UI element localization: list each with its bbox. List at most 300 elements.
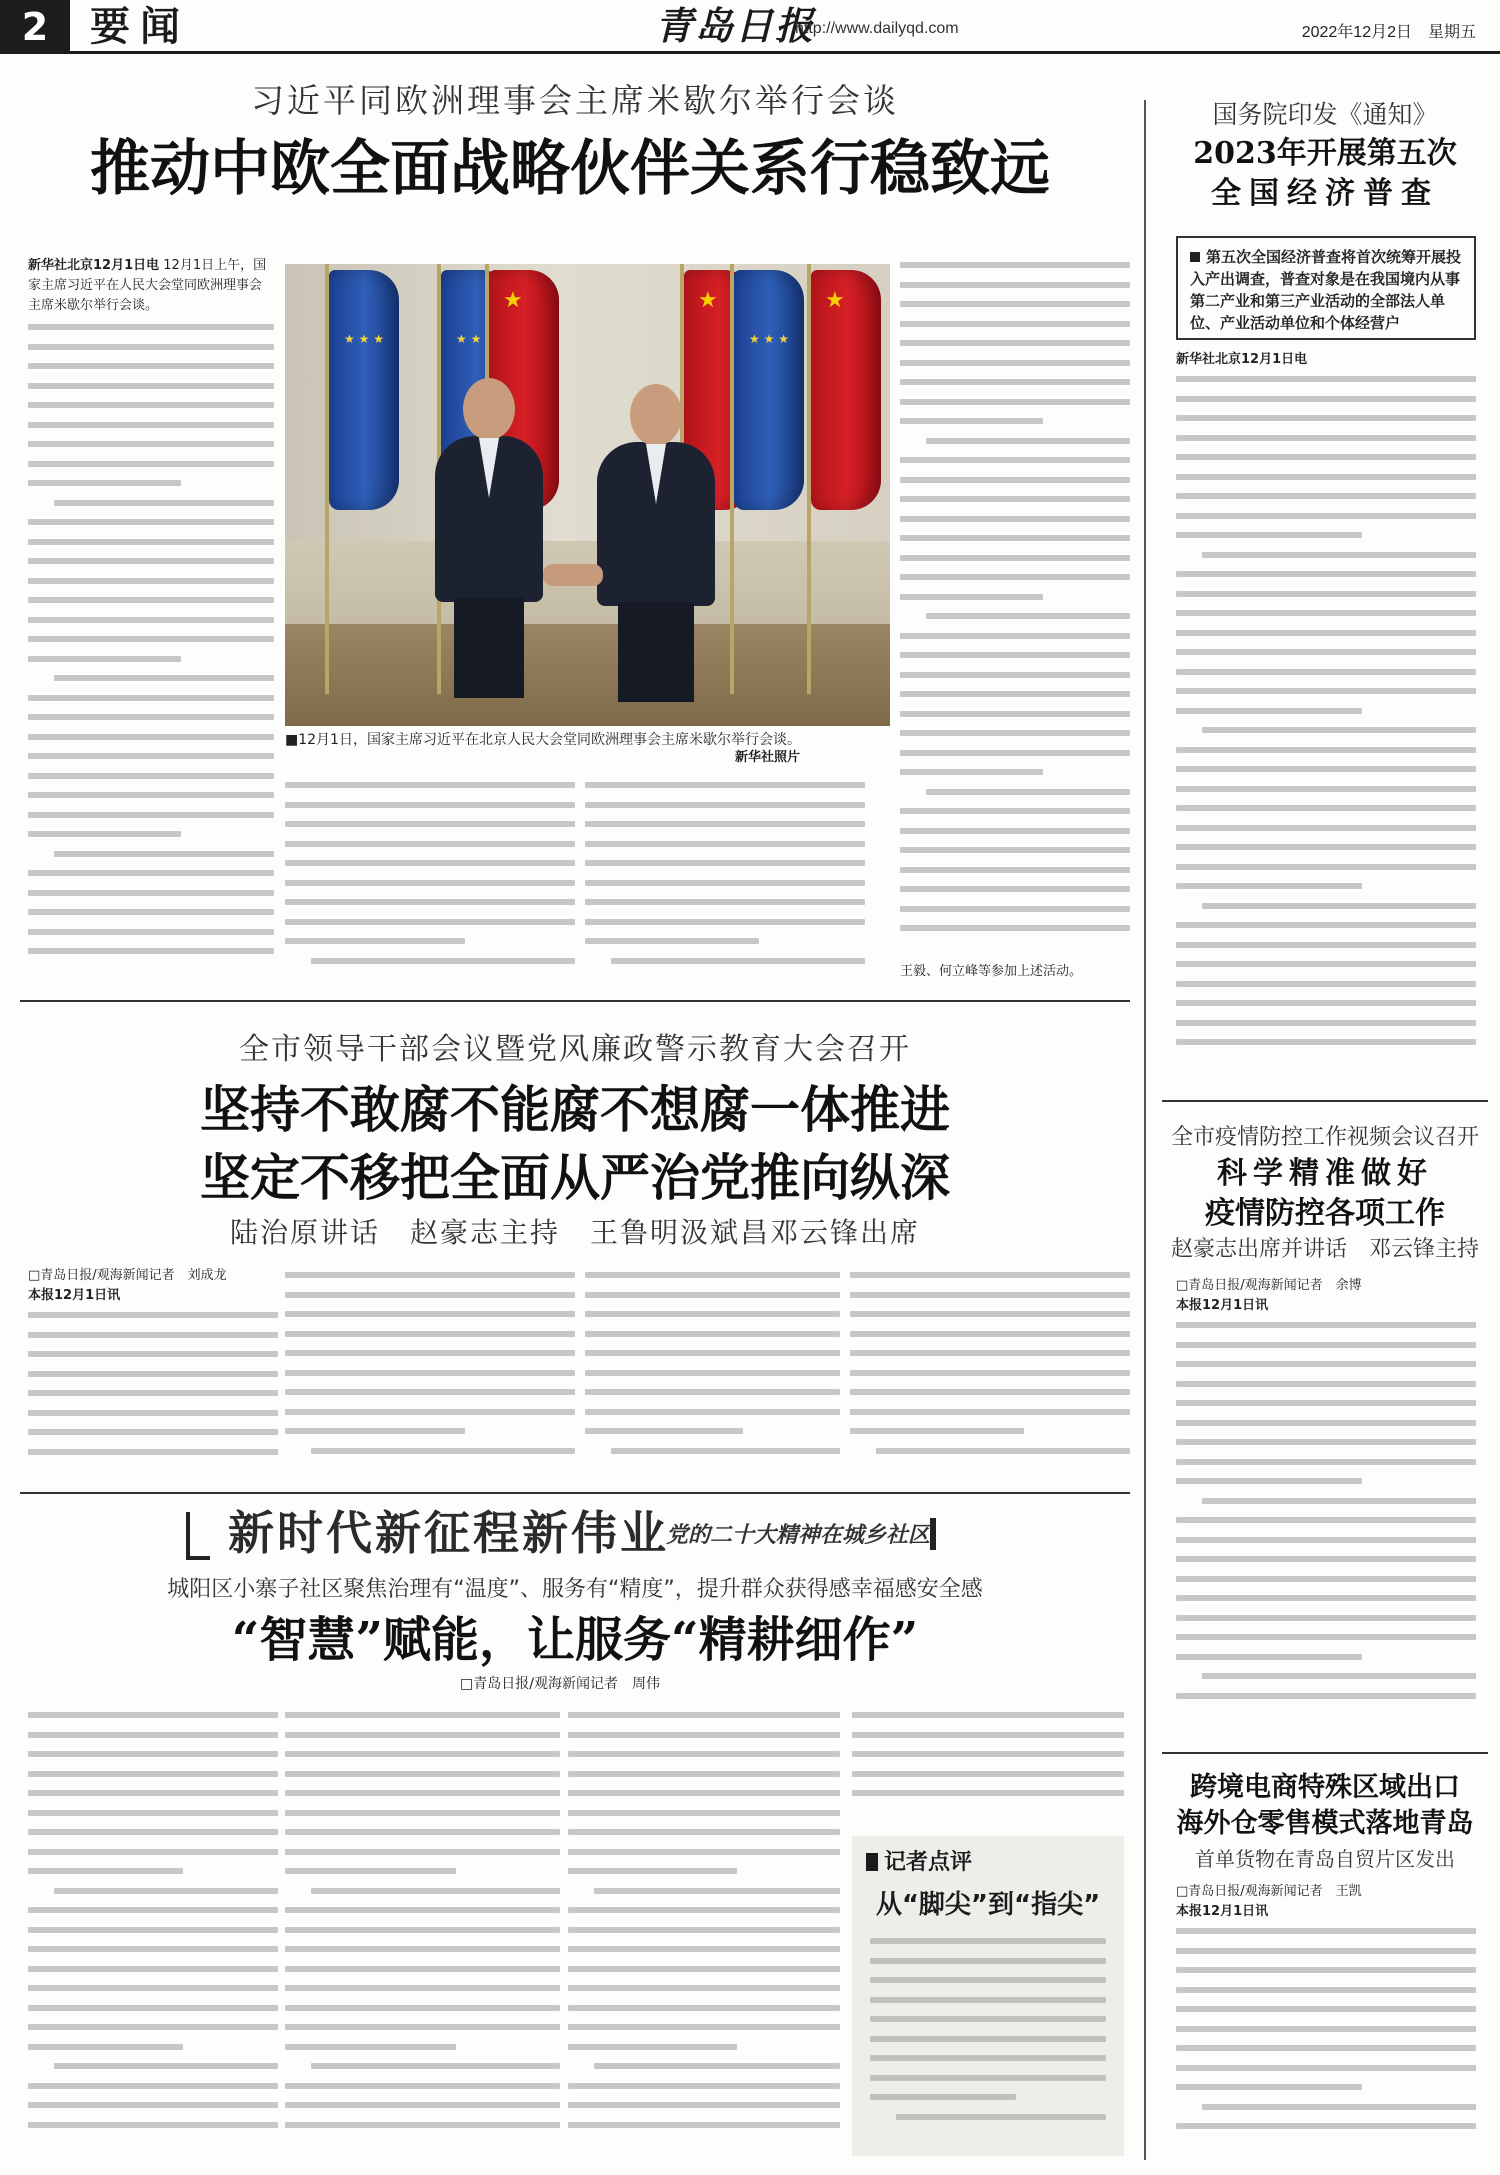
text-line-placeholder [870,2075,1106,2081]
text-line-placeholder [1176,1400,1476,1406]
text-line-placeholder [585,841,865,847]
sidebar-census-body [1176,370,1476,1070]
text-line-placeholder [54,1888,278,1894]
text-line-placeholder [585,1409,840,1415]
text-line-placeholder [1176,1361,1476,1367]
text-line-placeholder [585,802,865,808]
story-eu-photo[interactable] [285,264,890,726]
text-line-placeholder [900,925,1130,931]
sidebar-census-kicker: 国务院印发《通知》 [1212,100,1438,129]
text-line-placeholder [285,1927,560,1933]
text-line-placeholder [611,958,865,964]
page-number: 2 [0,0,70,54]
story-community-body-col3 [568,1706,840,2156]
text-line-placeholder [568,1966,840,1972]
sidebar-census-headline-2[interactable]: 全国经济普查 [1211,176,1439,211]
person-right [597,442,715,606]
text-line-placeholder [285,1868,456,1874]
text-line-placeholder [28,383,274,389]
text-line-placeholder [1176,1948,1476,1954]
text-line-placeholder [285,1907,560,1913]
text-line-placeholder [850,1370,1130,1376]
story-discipline-body-col3 [585,1266,840,1476]
story-discipline-headline-2[interactable]: 坚定不移把全面从严治党推向纵深 [200,1148,950,1207]
text-line-placeholder [28,1429,278,1435]
text-line-placeholder [870,2055,1106,2061]
text-line-placeholder [28,363,274,369]
text-line-placeholder [568,1985,840,1991]
text-line-placeholder [285,899,575,905]
text-line-placeholder [568,1810,840,1816]
text-line-placeholder [1176,1595,1476,1601]
sidebar-census-summary-text: 第五次全国经济普查将首次统筹开展投入产出调查，普查对象是在我国境内从事第二产业和第三产业活动的全部法人单位、产业活动单位和个体经营户 [1190,248,1462,332]
text-line-placeholder [285,841,575,847]
newspaper-url[interactable]: http://www.dailyqd.com [795,20,959,37]
text-line-placeholder [28,2102,278,2108]
text-line-placeholder [900,457,1130,463]
text-line-placeholder [1176,2065,1476,2071]
text-line-placeholder [28,617,274,623]
text-line-placeholder [1176,591,1476,597]
text-line-placeholder [28,1332,278,1338]
text-line-placeholder [850,1409,1130,1415]
text-line-placeholder [285,1331,575,1337]
text-line-placeholder [870,1977,1106,1983]
text-line-placeholder [285,1272,575,1278]
text-line-placeholder [1176,532,1362,538]
sidebar-ecommerce-byline: □青岛日报/观海新闻记者 王凯 [1176,1884,1362,1899]
text-line-placeholder [28,753,274,759]
series-banner-title: 新时代新征程新伟业 [228,1506,669,1560]
text-line-placeholder [28,831,181,837]
text-line-placeholder [850,1428,1024,1434]
text-line-placeholder [850,1272,1130,1278]
text-line-placeholder [285,1985,560,1991]
text-line-placeholder [285,860,575,866]
sidebar-epidemic-headline-1[interactable]: 科学精准做好 [1217,1156,1433,1191]
text-line-placeholder [852,1790,1124,1796]
text-line-placeholder [585,782,865,788]
sidebar-ecommerce-headline-2[interactable]: 海外仓零售模式落地青岛 [1176,1808,1474,1839]
text-line-placeholder [900,535,1130,541]
text-line-placeholder [900,301,1130,307]
text-line-placeholder [285,1311,575,1317]
text-line-placeholder [28,714,274,720]
text-line-placeholder [900,808,1130,814]
text-line-placeholder [1176,1693,1476,1699]
text-line-placeholder [900,360,1130,366]
text-line-placeholder [900,867,1130,873]
text-line-placeholder [311,958,575,964]
text-line-placeholder [28,324,274,330]
text-line-placeholder [1202,2104,1476,2110]
text-line-placeholder [1176,1928,1476,1934]
text-line-placeholder [1176,2123,1476,2129]
text-line-placeholder [28,656,181,662]
text-line-placeholder [568,1829,840,1835]
text-line-placeholder [28,1927,278,1933]
text-line-placeholder [28,1712,278,1718]
text-line-placeholder [28,422,274,428]
text-line-placeholder [870,2094,1016,2100]
text-line-placeholder [285,919,575,925]
text-line-placeholder [1176,1537,1476,1543]
text-line-placeholder [900,477,1130,483]
person-legs [454,598,523,698]
text-line-placeholder [1176,415,1476,421]
story-discipline-dateline: 本报12月1日讯 [28,1288,121,1303]
text-line-placeholder [926,613,1130,619]
text-line-placeholder [1176,942,1476,948]
text-line-placeholder [1176,493,1476,499]
text-line-placeholder [28,344,274,350]
text-line-placeholder [585,1389,840,1395]
text-line-placeholder [28,2083,278,2089]
text-line-placeholder [900,828,1130,834]
text-line-placeholder [568,2024,840,2030]
person-shirt [479,438,499,498]
text-line-placeholder [1176,688,1476,694]
story-eu-body-col2 [285,776,575,980]
text-line-placeholder [1176,1381,1476,1387]
masthead [0,0,1500,54]
text-line-placeholder [28,1449,278,1455]
text-line-placeholder [1176,669,1476,675]
text-line-placeholder [900,418,1043,424]
text-line-placeholder [852,1712,1124,1718]
text-line-placeholder [285,1712,560,1718]
text-line-placeholder [1176,747,1476,753]
text-line-placeholder [28,1390,278,1396]
sidebar-ecommerce-headline-1[interactable]: 跨境电商特殊区域出口 [1190,1772,1460,1803]
text-line-placeholder [1176,1517,1476,1523]
text-line-placeholder [285,1292,575,1298]
text-line-placeholder [900,886,1130,892]
text-line-placeholder [850,1331,1130,1337]
text-line-placeholder [850,1350,1130,1356]
sidebar-census-headline-1[interactable]: 2023年开展第五次 [1193,136,1457,171]
text-line-placeholder [900,282,1130,288]
text-line-placeholder [900,750,1130,756]
commentary-title[interactable]: 从“脚尖”到“指尖” [875,1890,1101,1920]
text-line-placeholder [285,1428,465,1434]
text-line-placeholder [1176,1987,1476,1993]
text-line-placeholder [1176,2084,1362,2090]
text-line-placeholder [585,860,865,866]
text-line-placeholder [568,2122,840,2128]
text-line-placeholder [1176,766,1476,772]
text-line-placeholder [1202,552,1476,558]
person-head [630,384,682,446]
text-line-placeholder [900,594,1043,600]
text-line-placeholder [900,379,1130,385]
eu-flag-icon [734,270,804,510]
text-line-placeholder [900,399,1130,405]
sidebar-epidemic-subhead: 赵豪志出席并讲话 邓云锋主持 [1170,1237,1479,1262]
text-line-placeholder [28,792,274,798]
commentary-body [870,1932,1106,2146]
text-line-placeholder [28,734,274,740]
person-left [435,436,543,602]
text-line-placeholder [28,1312,278,1318]
sidebar-epidemic-byline: □青岛日报/观海新闻记者 余博 [1176,1278,1362,1293]
story-eu-kicker: 习近平同欧洲理事会主席米歇尔举行会谈 [251,81,899,120]
text-line-placeholder [568,1751,840,1757]
text-line-placeholder [900,555,1130,561]
story-eu-headline[interactable]: 推动中欧全面战略伙伴关系行稳致远 [90,134,1050,204]
text-line-placeholder [285,2102,560,2108]
text-line-placeholder [28,578,274,584]
text-line-placeholder [1202,727,1476,733]
text-line-placeholder [285,1389,575,1395]
text-line-placeholder [1176,454,1476,460]
sidebar-census-summary [1176,236,1476,340]
text-line-placeholder [28,441,274,447]
text-line-placeholder [1176,805,1476,811]
text-line-placeholder [28,1907,278,1913]
column-divider [1144,100,1146,2160]
text-line-placeholder [28,2024,278,2030]
text-line-placeholder [285,1810,560,1816]
story-divider [20,1000,1130,1002]
eu-flag-icon [329,270,399,510]
story-community-body-col1 [28,1706,278,2156]
text-line-placeholder [568,1712,840,1718]
story-eu-body-col4 [900,256,1130,956]
sidebar-ecommerce-body [1176,1922,1476,2156]
square-bullet-icon [1190,252,1200,262]
text-line-placeholder [285,1771,560,1777]
text-line-placeholder [1176,1420,1476,1426]
story-discipline-body-col1 [28,1306,278,1476]
text-line-placeholder [28,480,181,486]
text-line-placeholder [285,2024,560,2030]
text-line-placeholder [1176,1556,1476,1562]
photo-floor [285,624,890,726]
text-line-placeholder [900,691,1130,697]
text-line-placeholder [1176,2026,1476,2032]
text-line-placeholder [28,1810,278,1816]
text-line-placeholder [1176,2045,1476,2051]
text-line-placeholder [585,1311,840,1317]
text-line-placeholder [900,847,1130,853]
text-line-placeholder [28,1946,278,1952]
text-line-placeholder [1176,396,1476,402]
story-discipline-byline: □青岛日报/观海新闻记者 刘成龙 [28,1268,227,1283]
text-line-placeholder [568,2102,840,2108]
banner-bracket-icon [186,1512,210,1560]
text-line-placeholder [28,519,274,525]
text-line-placeholder [900,321,1130,327]
story-community-byline: □青岛日报/观海新闻记者 周伟 [460,1676,660,1692]
text-line-placeholder [285,2044,456,2050]
text-line-placeholder [1176,474,1476,480]
text-line-placeholder [285,1829,560,1835]
text-line-placeholder [900,516,1130,522]
text-line-placeholder [870,1997,1106,2003]
sidebar-epidemic-headline-2[interactable]: 疫情防控各项工作 [1205,1196,1445,1231]
text-line-placeholder [568,1868,737,1874]
text-line-placeholder [900,652,1130,658]
text-line-placeholder [611,1448,840,1454]
text-line-placeholder [1176,1459,1476,1465]
text-line-placeholder [850,1311,1130,1317]
text-line-placeholder [285,1849,560,1855]
text-line-placeholder [1176,1634,1476,1640]
commentary-label: 记者点评 [866,1848,972,1878]
text-line-placeholder [28,1790,278,1796]
text-line-placeholder [1176,1020,1476,1026]
story-divider [20,1492,1130,1494]
text-line-placeholder [28,1849,278,1855]
text-line-placeholder [1176,513,1476,519]
text-line-placeholder [1176,630,1476,636]
text-line-placeholder [285,2122,560,2128]
story-eu-body-col1 [28,318,274,980]
text-line-placeholder [585,899,865,905]
text-line-placeholder [1176,883,1362,889]
text-line-placeholder [1176,649,1476,655]
text-line-placeholder [285,1751,560,1757]
text-line-placeholder [1176,376,1476,382]
text-line-placeholder [1176,786,1476,792]
text-line-placeholder [28,1868,183,1874]
text-line-placeholder [28,948,274,954]
text-line-placeholder [285,1350,575,1356]
text-line-placeholder [852,1751,1124,1757]
text-line-placeholder [1176,2006,1476,2012]
sidebar-ecommerce-dateline: 本报12月1日讯 [1176,1904,1269,1919]
person-shirt [646,444,666,504]
commentary-box [852,1836,1124,2156]
text-line-placeholder [850,1292,1130,1298]
story-eu-body-col3 [585,776,865,980]
issue-date: 2022年12月2日 星期五 [1301,24,1476,41]
text-line-placeholder [311,1448,575,1454]
story-discipline-body-col4 [850,1266,1130,1476]
text-line-placeholder [876,1448,1130,1454]
text-line-placeholder [28,1410,278,1416]
sidebar-epidemic-body [1176,1316,1476,1730]
story-discipline-body-col2 [285,1266,575,1476]
story-community-body-col4 [852,1706,1124,1828]
text-line-placeholder [900,574,1130,580]
text-line-placeholder [585,938,759,944]
text-line-placeholder [568,1927,840,1933]
text-line-placeholder [1176,1342,1476,1348]
text-line-placeholder [926,438,1130,444]
story-discipline-kicker: 全市领导干部会议暨党风廉政警示教育大会召开 [239,1032,911,1067]
text-line-placeholder [285,782,575,788]
china-flag-icon [811,270,881,510]
text-line-placeholder [311,1888,560,1894]
text-line-placeholder [1176,435,1476,441]
text-line-placeholder [28,597,274,603]
text-line-placeholder [54,675,274,681]
text-line-placeholder [285,880,575,886]
text-line-placeholder [28,1985,278,1991]
story-discipline-headline-1[interactable]: 坚持不敢腐不能腐不想腐一体推进 [200,1080,950,1139]
text-line-placeholder [285,802,575,808]
text-line-placeholder [852,1771,1124,1777]
story-eu-dateline: 新华社北京12月1日电 [28,258,160,273]
text-line-placeholder [585,880,865,886]
series-banner-tag: 党的二十大精神在城乡社区 [666,1522,931,1548]
sidebar-epidemic-dateline: 本报12月1日讯 [1176,1298,1269,1313]
story-eu-lead-text: 12月1日上午，国家主席习近平在人民大会堂同欧洲理事会主席米歇尔举行会谈。 [28,258,267,313]
text-line-placeholder [28,461,274,467]
text-line-placeholder [311,2063,560,2069]
text-line-placeholder [1202,1673,1476,1679]
story-community-body-col2 [285,1706,560,2156]
story-divider [1162,1100,1488,1102]
text-line-placeholder [585,1428,743,1434]
text-line-placeholder [1176,922,1476,928]
sidebar-census-dateline: 新华社北京12月1日电 [1176,352,1308,367]
text-line-placeholder [28,812,274,818]
text-line-placeholder [585,1331,840,1337]
text-line-placeholder [870,1958,1106,1964]
text-line-placeholder [28,773,274,779]
text-line-placeholder [54,500,274,506]
text-line-placeholder [285,1966,560,1972]
text-line-placeholder [1176,1478,1362,1484]
text-line-placeholder [28,1371,278,1377]
text-line-placeholder [1176,1654,1362,1660]
text-line-placeholder [1176,825,1476,831]
text-line-placeholder [28,636,274,642]
text-line-placeholder [285,2083,560,2089]
text-line-placeholder [28,1829,278,1835]
text-line-placeholder [568,1849,840,1855]
text-line-placeholder [568,2005,840,2011]
text-line-placeholder [594,2063,840,2069]
text-line-placeholder [594,1888,840,1894]
person-legs [618,602,694,702]
handshake [543,564,603,586]
text-line-placeholder [1176,981,1476,987]
text-line-placeholder [1176,864,1476,870]
text-line-placeholder [900,906,1130,912]
text-line-placeholder [1202,1498,1476,1504]
text-line-placeholder [285,938,465,944]
text-line-placeholder [585,919,865,925]
text-line-placeholder [900,262,1130,268]
text-line-placeholder [28,890,274,896]
text-line-placeholder [900,730,1130,736]
text-line-placeholder [54,2063,278,2069]
text-line-placeholder [28,1351,278,1357]
text-line-placeholder [1176,1000,1476,1006]
text-line-placeholder [1176,1967,1476,1973]
text-line-placeholder [28,2122,278,2128]
story-eu-closing: 王毅、何立峰等参加上述活动。 [900,964,1083,979]
story-eu-photo-caption: ■12月1日，国家主席习近平在北京人民大会堂同欧洲理事会主席米歇尔举行会谈。 [285,732,801,748]
section-name: 要闻 [90,3,190,50]
text-line-placeholder [28,402,274,408]
text-line-placeholder [28,695,274,701]
sidebar-epidemic-kicker: 全市疫情防控工作视频会议召开 [1170,1125,1479,1150]
text-line-placeholder [1176,610,1476,616]
text-line-placeholder [285,1732,560,1738]
text-line-placeholder [1176,844,1476,850]
story-community-headline[interactable]: “智慧”赋能，让服务“精耕细作” [231,1612,919,1668]
text-line-placeholder [870,2036,1106,2042]
text-line-placeholder [28,539,274,545]
text-line-placeholder [1176,1322,1476,1328]
text-line-placeholder [900,633,1130,639]
text-line-placeholder [1202,903,1476,909]
